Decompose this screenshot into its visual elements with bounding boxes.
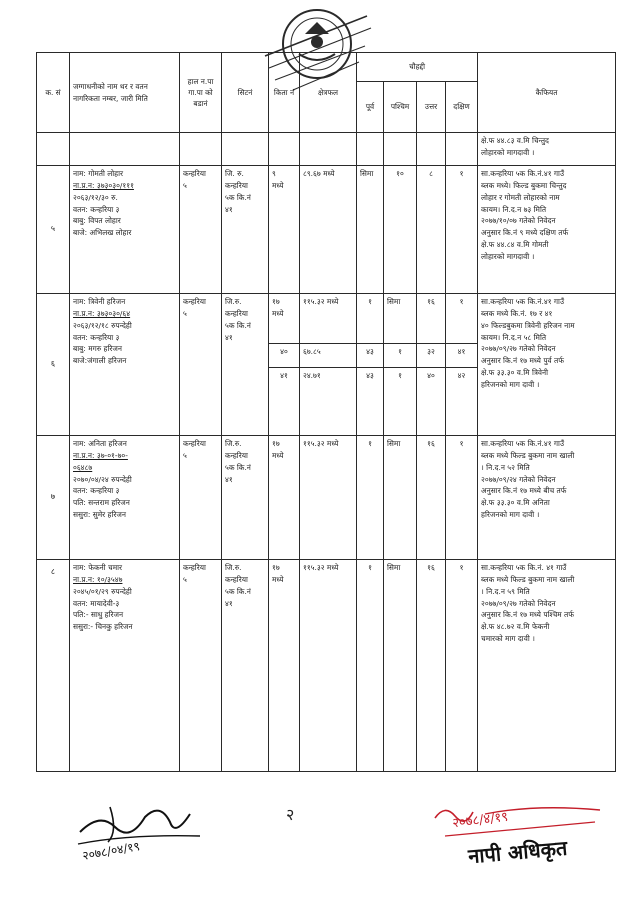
header-sn: क. सं xyxy=(37,53,70,133)
sheet-line: ५क कि.नं xyxy=(225,586,251,596)
holder-cell xyxy=(70,294,180,436)
ward-name: कन्हरिया xyxy=(183,439,206,448)
remarks-cell xyxy=(478,560,616,772)
north-cell: ४० xyxy=(417,368,446,436)
plot-qualifier: मध्ये xyxy=(272,450,284,460)
remark-line: अनुसार कि.नं ९ मध्ये दक्षिण तर्फ xyxy=(481,228,569,238)
remark-line: क्षे.फ ४४.८४ व.मि गोमती xyxy=(481,240,549,250)
ward-no: ५ xyxy=(183,180,187,190)
citizenship-no-cont: ०६४८७ xyxy=(73,462,93,472)
remark-line: ब्लक मध्ये फिल्ड बुकमा नाम खाली xyxy=(481,574,575,584)
ward-cell xyxy=(180,294,222,436)
east-cell: १ xyxy=(357,560,384,772)
ward-name: कन्हरिया xyxy=(183,297,206,306)
header-current-address: हाल न.पा गा.पा को बडानं xyxy=(180,53,222,133)
table-row xyxy=(37,560,616,772)
header-plot-no: किता नं xyxy=(269,53,300,133)
sheet-line: ५क कि.नं xyxy=(225,192,251,202)
father-in-law: ससुरा:- चिनकु हरिजन xyxy=(73,622,133,632)
west-cell: १ xyxy=(384,344,417,368)
east-cell: १ xyxy=(357,294,384,344)
area-cell: ११५.३२ मध्ये xyxy=(300,436,357,560)
address: वतन: कन्हरिया ३ xyxy=(73,486,120,496)
continuation-remarks xyxy=(478,133,616,166)
south-cell: ४२ xyxy=(446,368,478,436)
area-cell: २४.७१ xyxy=(300,368,357,436)
area-cell: ११५.३२ मध्ये xyxy=(300,294,357,344)
holder-name: नाम: फेकनी चमार xyxy=(73,563,123,572)
remark-line: । नि.द.न ५९ मिति xyxy=(481,586,530,596)
header-sheet: सिटनं xyxy=(222,53,269,133)
citizenship-no: ना.प्र.न: ३७३०३०/१११ xyxy=(73,180,134,190)
sheet-line: कन्हरिया xyxy=(225,450,248,460)
remark-line: सा.कन्हरिया ५क कि.नं. ४१ गाउँ xyxy=(481,563,567,572)
remark-line: लोहार र गोमती लोहारको नाम xyxy=(481,192,560,202)
table-row xyxy=(37,436,616,560)
plot-qualifier: मध्ये xyxy=(272,574,284,584)
holder-cell xyxy=(70,436,180,560)
remark-line: चमारको माग दावी । xyxy=(481,634,535,644)
plot-no: ९ xyxy=(272,169,276,178)
sheet-cell xyxy=(222,436,269,560)
remark-line: सा.कन्हरिया ५क कि.नं.४१ गाउँ xyxy=(481,169,565,178)
header-area: क्षेत्रफल xyxy=(300,53,357,133)
remarks-cell xyxy=(478,294,616,436)
header-holder: जग्गाधनीको नाम थर र वतन नागरिकता नम्बर, जारी मिति xyxy=(70,53,180,133)
west-cell: १ xyxy=(384,368,417,436)
sheet-line: कन्हरिया xyxy=(225,180,248,190)
remark-line: २०७७/०९/२७ गतेको निवेदन xyxy=(481,598,556,608)
remark-line: क्षे.फ ४४.८३ व.मि चिन्तुद xyxy=(481,136,549,145)
holder-name: नाम: अनिता हरिजन xyxy=(73,439,127,448)
west-cell: सिमा xyxy=(384,560,417,772)
header-south: दक्षिण xyxy=(446,82,478,133)
remark-line: क्षे.फ ४८.७२ व.मि फेकनी xyxy=(481,622,550,632)
header-east: पूर्व xyxy=(357,82,384,133)
ward-no: ५ xyxy=(183,308,187,318)
north-cell: ३२ xyxy=(417,344,446,368)
sheet-line: ४१ xyxy=(225,204,233,214)
sheet-cell xyxy=(222,166,269,294)
ward-no: ५ xyxy=(183,450,187,460)
sheet-line: जि. रु. xyxy=(225,169,244,178)
east-cell: ४३ xyxy=(357,368,384,436)
page-number: २ xyxy=(286,805,295,824)
remark-line: क्षे.फ ३३.३० व.मि अनिता xyxy=(481,498,550,508)
citizenship-no: ना.प्र.न: १०/३५४७ xyxy=(73,574,123,584)
header-west: पश्चिम xyxy=(384,82,417,133)
plot-no: १७ xyxy=(272,563,280,572)
west-cell: १० xyxy=(384,166,417,294)
plot-no: १७ xyxy=(272,439,280,448)
sheet-cell xyxy=(222,294,269,436)
ward-no: ५ xyxy=(183,574,187,584)
husband: पति:- साधु हरिजन xyxy=(73,610,124,620)
header-row xyxy=(37,53,616,82)
row-serial: ८ xyxy=(37,560,70,772)
citizenship-no: ना.प्र.न: ३७३०३०/६४ xyxy=(73,308,131,318)
header-north: उत्तर xyxy=(417,82,446,133)
citizenship-no: ना.प्र.न: ३७-०१-७०- xyxy=(73,450,128,460)
south-cell: १ xyxy=(446,436,478,560)
remark-line: अनुसार कि.नं १७ मध्ये पुर्व तर्फ xyxy=(481,356,564,366)
sheet-line: ४१ xyxy=(225,332,233,342)
ward-cell xyxy=(180,166,222,294)
holder-cell xyxy=(70,166,180,294)
south-cell: १ xyxy=(446,166,478,294)
father: बाबु: विपत लोहार xyxy=(73,216,121,226)
south-cell: १ xyxy=(446,294,478,344)
header-boundaries: चौहद्दी xyxy=(357,53,478,82)
north-cell: ८ xyxy=(417,166,446,294)
remark-line: सा.कन्हरिया ५क कि.नं.४१ गाउँ xyxy=(481,297,565,306)
ward-name: कन्हरिया xyxy=(183,169,206,178)
plot-cell xyxy=(269,560,300,772)
north-cell: १६ xyxy=(417,294,446,344)
plot-cell xyxy=(269,294,300,344)
father-in-law: ससुरा: सुमेर हरिजन xyxy=(73,510,127,520)
issue-date: २०६३/१२/१८ रुपन्देही xyxy=(73,320,132,330)
remark-line: २०७७/०९/२७ गतेको निवेदन xyxy=(481,344,556,354)
sheet-line: जि.रु. xyxy=(225,563,242,572)
remark-line: अनुसार कि.नं १७ मध्ये पश्चिम तर्फ xyxy=(481,610,574,620)
remark-line: २०७७/१०/०७ गतेको निवेदन xyxy=(481,216,556,226)
issue-date: २०४५/०१/२९ रुपन्देही xyxy=(73,586,132,596)
remark-line: लोहारको मागदावी । xyxy=(481,251,535,261)
plot-qualifier: मध्ये xyxy=(272,180,284,190)
sheet-line: कन्हरिया xyxy=(225,574,248,584)
south-cell: १ xyxy=(446,560,478,772)
issue-date: २०७०/०४/२४ रुपन्देही xyxy=(73,474,132,484)
address: वतन: कन्हरिया ३ xyxy=(73,332,120,342)
sheet-line: ४१ xyxy=(225,598,233,608)
remark-line: लोहारको मागदावी । xyxy=(481,147,535,157)
row-serial: ६ xyxy=(37,294,70,436)
land-register-table xyxy=(36,52,616,772)
area-cell: ६७.८५ xyxy=(300,344,357,368)
plot-cell: ४१ xyxy=(269,368,300,436)
plot-cell: ४० xyxy=(269,344,300,368)
remark-line: हरिजनको माग दावी । xyxy=(481,510,540,520)
remark-line: हरिजनको माग दावी । xyxy=(481,379,540,389)
ward-cell xyxy=(180,560,222,772)
north-cell: १६ xyxy=(417,560,446,772)
area-cell: ८९.६७ मध्ये xyxy=(300,166,357,294)
remark-line: कायम। नि.द.न ७३ मिति xyxy=(481,204,547,214)
west-cell: सिमा xyxy=(384,436,417,560)
remark-line: सा.कन्हरिया ५क कि.नं.४१ गाउँ xyxy=(481,439,565,448)
husband: पति: सन्तराम हरिजन xyxy=(73,498,130,508)
remark-line: २०७७/०९/२४ गतेको निवेदन xyxy=(481,474,556,484)
right-signature-date: २०७८/४/१९ xyxy=(451,809,509,832)
left-signature-date: २०७८/०४/१९ xyxy=(81,839,141,863)
address: वतन: मायादेवी-३ xyxy=(73,598,120,608)
sheet-line: ५क कि.नं xyxy=(225,320,251,330)
east-cell: १ xyxy=(357,436,384,560)
remarks-cell xyxy=(478,436,616,560)
west-cell: सिमा xyxy=(384,294,417,344)
north-cell: १६ xyxy=(417,436,446,560)
sheet-line: जि.रु. xyxy=(225,439,242,448)
address: वतन: कन्हरिया ३ xyxy=(73,204,120,214)
south-cell: ४१ xyxy=(446,344,478,368)
sheet-line: जि.रु. xyxy=(225,297,242,306)
remark-line: क्षे.फ ३३.३० व.मि त्रिवेनी xyxy=(481,368,549,378)
row-serial: ७ xyxy=(37,436,70,560)
ward-name: कन्हरिया xyxy=(183,563,206,572)
holder-name: नाम: गोमती लोहार xyxy=(73,169,124,178)
sheet-line: ४१ xyxy=(225,474,233,484)
east-cell: ४३ xyxy=(357,344,384,368)
remark-line: ब्लक मध्ये फिल्ड बुकमा नाम खाली xyxy=(481,450,575,460)
continuation-row xyxy=(37,133,616,166)
remark-line: ब्लक मध्ये कि.नं. १७ र ४१ xyxy=(481,308,553,318)
sheet-line: कन्हरिया xyxy=(225,308,248,318)
sheet-cell xyxy=(222,560,269,772)
signatory-title: नापी अधिकृत xyxy=(467,835,569,869)
issue-date: २०६३/१२/३० रु. xyxy=(73,192,118,202)
plot-cell xyxy=(269,166,300,294)
remark-line: अनुसार कि.नं १७ मध्ये बीच तर्फ xyxy=(481,486,567,496)
plot-cell xyxy=(269,436,300,560)
sheet-line: ५क कि.नं xyxy=(225,462,251,472)
father: बाबु: मगरु हरिजन xyxy=(73,344,122,354)
header-remarks: कैफियत xyxy=(478,53,616,133)
remark-line: कायम। नि.द.न ५८ मिति xyxy=(481,332,547,342)
holder-cell xyxy=(70,560,180,772)
remark-line: ब्लक मध्ये। फिल्ड बुकमा चिन्तुद xyxy=(481,180,567,190)
table-row xyxy=(37,166,616,294)
east-cell: सिमा xyxy=(357,166,384,294)
ward-cell xyxy=(180,436,222,560)
remark-line: । नि.द.न ५२ मिति xyxy=(481,462,530,472)
plot-qualifier: मध्ये xyxy=(272,308,284,318)
row-serial: ५ xyxy=(37,166,70,294)
grandfather: बाजे:जंगाली हरिजन xyxy=(73,356,127,366)
plot-no: १७ xyxy=(272,297,280,306)
table-row xyxy=(37,294,616,344)
grandfather: बाजे: अभिलख लोहार xyxy=(73,228,132,238)
remark-line: ४० फिल्डबुकमा त्रिवेनी हरिजन नाम xyxy=(481,320,575,330)
remarks-cell xyxy=(478,166,616,294)
holder-name: नाम: त्रिवेनी हरिजन xyxy=(73,297,126,306)
area-cell: ११५.३२ मध्ये xyxy=(300,560,357,772)
